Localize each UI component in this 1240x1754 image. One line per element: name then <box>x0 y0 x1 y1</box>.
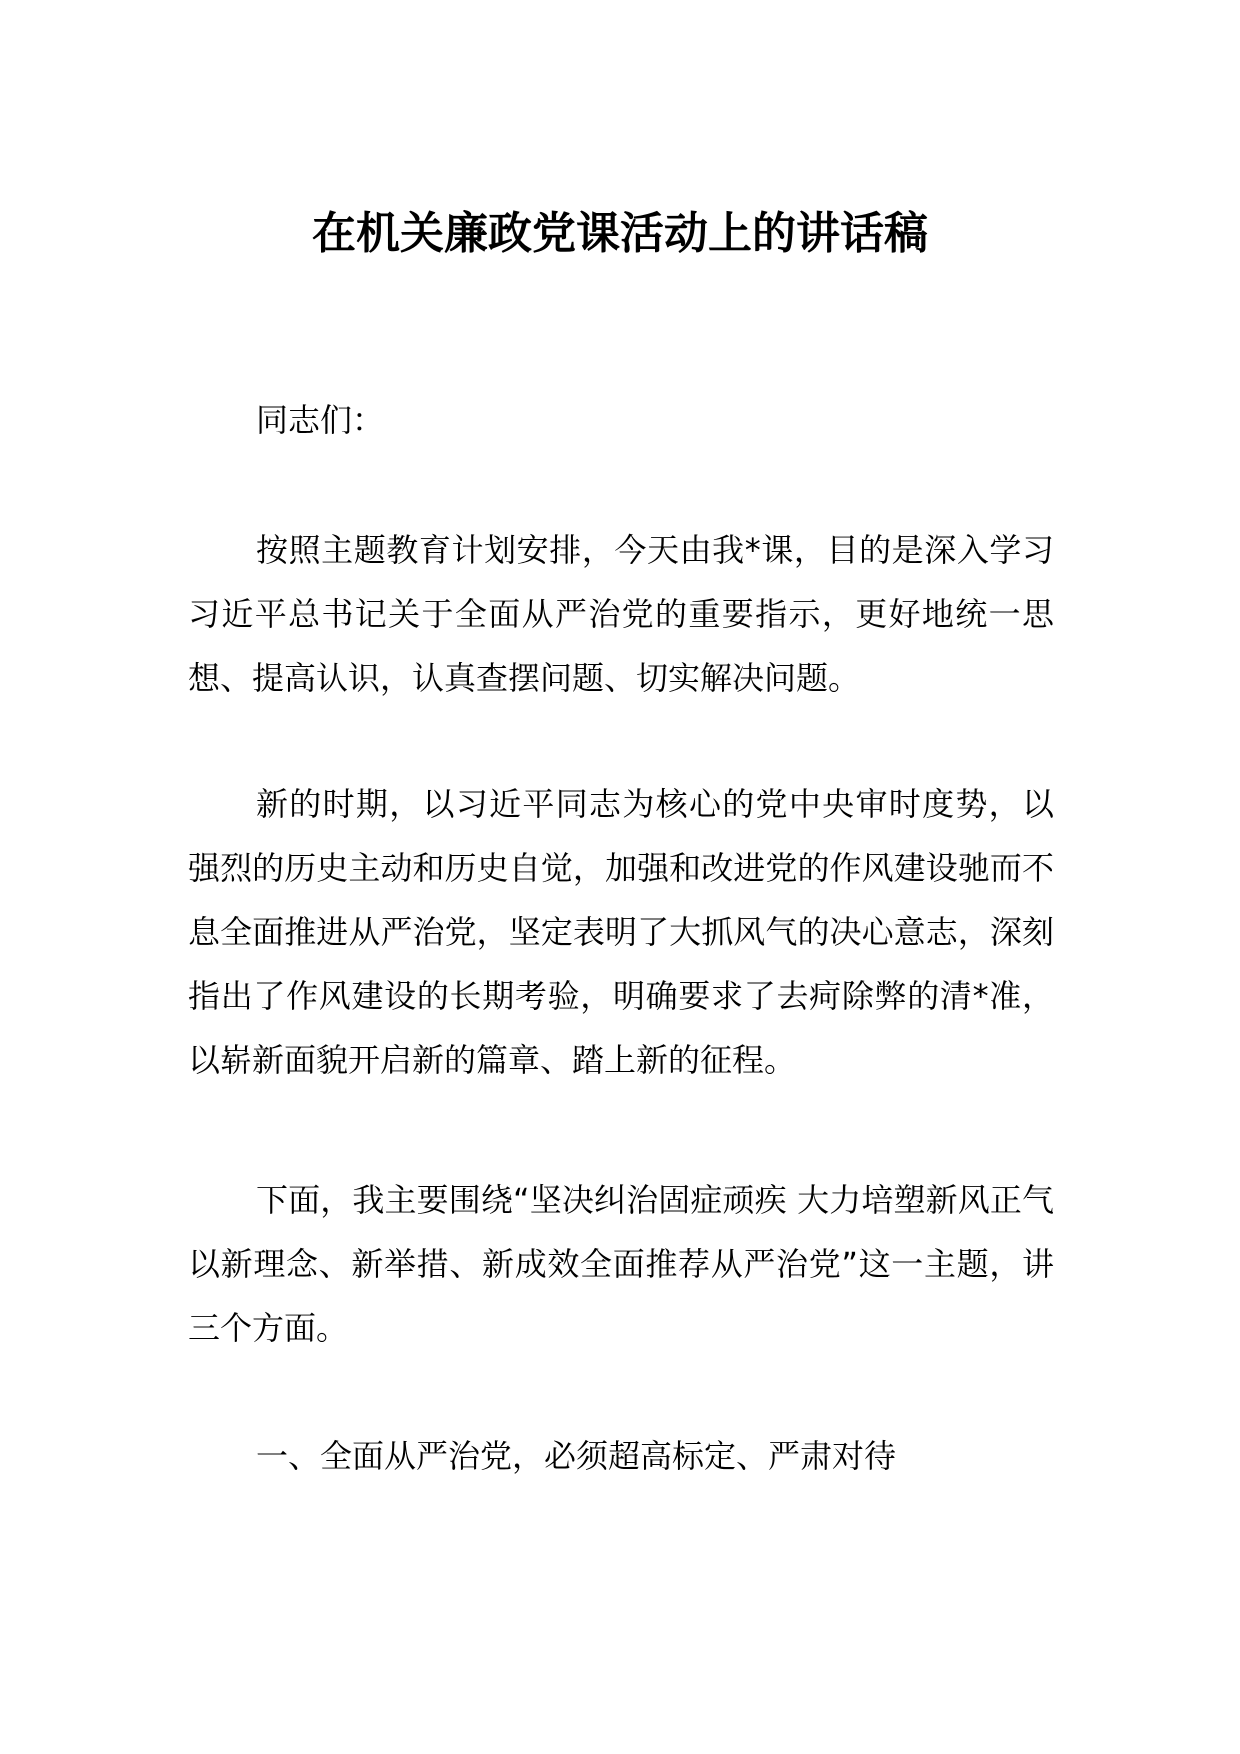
paragraph-intro: 按照主题教育计划安排，今天由我*课，目的是深入学习习近平总书记关于全面从严治党的重要指示，更好地统一思想、提高认识，认真查摆问题、切实解决问题。 <box>188 531 1054 697</box>
paragraph-outline: 下面，我主要围绕“坚决纠治固症顽疾 大力培塑新风正气 以新理念、新举措、新成效全面推荐从严治党”这一主题，讲三个方面。 <box>188 1181 1054 1347</box>
paragraph-background: 新的时期，以习近平同志为核心的党中央审时度势，以强烈的历史主动和历史自觉，加强和改进党的作风建设驰而不息全面推进从严治党，坚定表明了大抓风气的决心意志，深刻指出了作风建设的长期考验，明确要求了去疴除弊的清*准，以崭新面貌开启新的篇章、踏上新的征程。 <box>188 785 1054 1079</box>
section-heading-1: 一、全面从严治党，必须超高标定、严肃对待 <box>256 1437 897 1475</box>
greeting: 同志们： <box>256 401 385 439</box>
document-title: 在机关廉政党课活动上的讲话稿 <box>312 208 928 259</box>
